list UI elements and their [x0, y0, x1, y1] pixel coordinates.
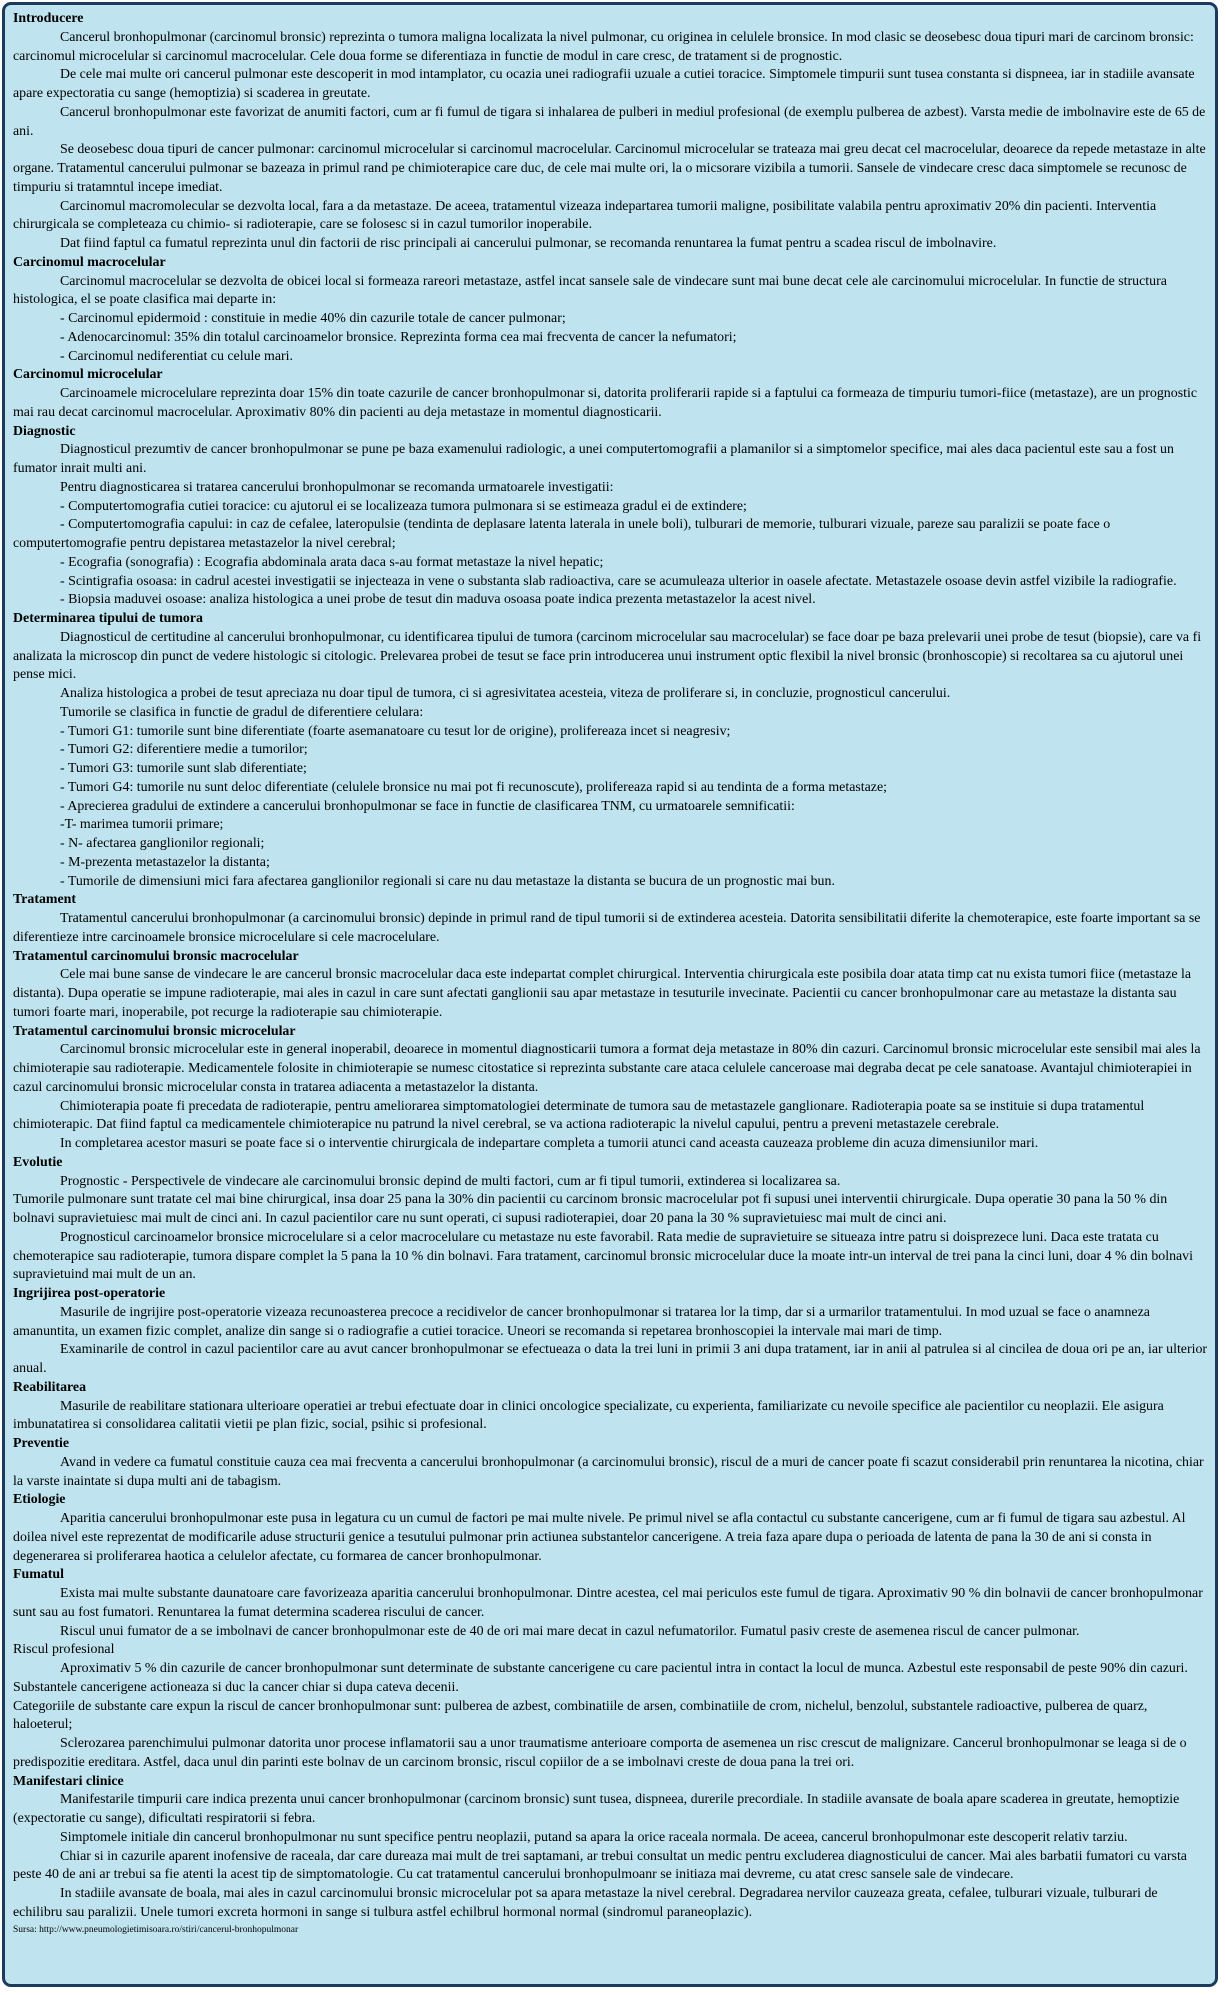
paragraph: Exista mai multe substante daunatoare care favorizeaza aparitia cancerului bronhopulmonar. Dintre acestea, cel mai periculos este fumul de tigara. Aproximativ 90 % din bolnavii de cancer bronhopulmonar sunt sau au fost fumatori. Renuntarea la fumat determina scaderea riscului de cancer.: [13, 1586, 1203, 1620]
section-heading: Ingrijirea post-operatorie: [13, 1286, 166, 1301]
paragraph: Categoriile de substante care expun la riscul de cancer bronhopulmonar sunt: pulberea de azbest, combinatiile de arsen, combinatiile de crom, nichelul, benzolul, substantele radioactive, pulberea de quarz, haloeterul;: [13, 1698, 1148, 1733]
list-item: - Tumori G3: tumorile sunt slab diferentiate;: [60, 761, 307, 776]
section-heading: Evolutie: [13, 1154, 63, 1170]
paragraph: Aparitia cancerului bronhopulmonar este pusa in legatura cu un cumul de factori pe mai multe nivele. Pe primul nivel se afla contactul cu substante cancerigene, cum ar fi fumul de tigara sau azbestul. Al doilea nivel este reprezentat de modificarile aduse structurii genice a tesutului pulmonar prin actiunea substantelor cancerigene. A treia faza apare dupa o perioada de latenta de pana la 30 de ani si consta in degenerarea si proliferarea haotica a celulelor afectate, cu formarea de cancer bronhopulmonar.: [13, 1511, 1186, 1564]
list-item: - Carcinomul epidermoid : constituie in medie 40% din cazurile totale de cancer pulmonar;: [60, 311, 566, 326]
paragraph: Carcinomul macrocelular se dezvolta de obicei local si formeaza rareori metastaze, astfel incat sansele sale de vindecare sunt mai bune decat cele ale carcinomului microcelular. In functie de structura histologica, el se poate clasifica mai departe in:: [13, 273, 1167, 308]
section-heading: Carcinomul microcelular: [13, 367, 163, 383]
paragraph: Pentru diagnosticarea si tratarea cancerului bronhopulmonar se recomanda urmatoarele investigatii:: [60, 479, 614, 495]
section-heading: Fumatul: [13, 1567, 64, 1583]
article-content: [5, 5, 1215, 1936]
paragraph: Masurile de reabilitare stationara ulterioare operatiei ar trebui efectuate doar in clinici oncologice specializate, cu experienta, familiarizate cu nevoile specifice ale pacientilor cu neoplazii. Ele asigura imbunatatirea si consolidarea calitatii vietii pe plan fizic, social, psihic si profesional.: [13, 1398, 1164, 1433]
paragraph: Chiar si in cazurile aparent inofensive de raceala, dar care dureaza mai mult de trei saptamani, ar trebui consultat un medic pentru excluderea diagnosticului de cancer. Mai ales barbatii fumatori cu varsta peste 40 de ani ar trebui sa fie atenti la acest tip de simptomatologie. Cu cat tratamentul cancerului bronhopulmoanr se initiaza mai devreme, cu atat cresc sansele sale de vindecare.: [13, 1848, 1187, 1883]
paragraph: Tumorile pulmonare sunt tratate cel mai bine chirurgical, insa doar 25 pana la 30% din pacientii cu carcinom bronsic macrocelular pot fi supusi unei interventii chirurgicale. Dupa operatie 30 pana la 50 % din bolnavi supravietuiesc mai mult de cinci ani. In cazul pacientilor care nu sunt operati, ci supusi radioterapiei, doar 20 pana la 30 % supravietuiesc mai mult de cinci ani.: [13, 1192, 1168, 1226]
paragraph: Analiza histologica a probei de tesut apreciaza nu doar tipul de tumora, ci si agresivitatea acesteia, viteza de proliferare si, in concluzie, prognosticul cancerului.: [60, 686, 951, 701]
paragraph: Carcinomul macromolecular se dezvolta local, fara a da metastaze. De aceea, tratamentul vizeaza indepartarea tumorii maligne, posibilitate valabila pentru aproximativ 20% din pacienti. Interventia chirurgicala se completeaza cu chimio- si radioterapie, care se folosesc si in cazul tumorilor inoperabile.: [13, 198, 1157, 233]
list-item: - Adenocarcinomul: 35% din totalul carcinoamelor bronsice. Reprezinta forma cea mai frecventa de cancer la nefumatori;: [60, 329, 737, 345]
source-link[interactable]: Sursa: http://www.pneumologietimisoara.ro/stiri/cancerul-bronhopulmonar: [13, 1924, 299, 1935]
paragraph: Sclerozarea parenchimului pulmonar datorita unor procese inflamatorii sau a unor traumatisme anterioare comporta de asemenea un risc crescut de malignizare. Cancerul bronhopulmonar se leaga si de o predispozitie ereditara. Astfel, daca unul din parinti este bolnav de un carcinom bronsic, riscul copiilor de a se imbolnavi creste de doua pana la trei ori.: [13, 1736, 1187, 1770]
section-heading: Preventie: [13, 1436, 70, 1451]
paragraph: Cancerul bronhopulmonar este favorizat de anumiti factori, cum ar fi fumul de tigara si inhalarea de pulberi in mediul profesional (de exemplu pulberea de azbest). Varsta medie de imbolnavire este de 65 de ani.: [13, 104, 1206, 139]
paragraph: Diagnosticul de certitudine al cancerului bronhopulmonar, cu identificarea tipului de tumora (carcinom microcelular sau macrocelular) se face doar pe baza prelevarii unei probe de tesut (biopsie), care va fi analizata la microscop din punct de vedere histologic si citologic. Prelevarea probei de tesut se face prin introducerea unui instrument optic flexibil la nivel bronsic (bronhoscopie) si recoltarea sa cu ajutorul unei pense mici.: [13, 629, 1202, 683]
paragraph: Chimioterapia poate fi precedata de radioterapie, pentru ameliorarea simptomatologiei determinate de tumora sau de metastazele ganglionare. Radioterapia poate sa se instituie si dupa tratamentul chimioterapic. Dat fiind faptul ca medicamentele chimioterapice nu patrund la nivel cerebral, se va actiona radioterapic la nivelul capului, pentru a preveni metastazele cerebrale.: [13, 1098, 1145, 1133]
list-item: - M-prezenta metastazelor la distanta;: [60, 854, 270, 870]
paragraph: De cele mai multe ori cancerul pulmonar este descoperit in mod intamplator, cu ocazia unei radiografii uzuale a cutiei toracice. Simptomele timpurii sunt tusea constanta si dispneea, iar in stadiile avansate apare expectoratia cu sange (hemoptizia) si scaderea in greutate.: [13, 67, 1195, 101]
section-heading: Determinarea tipului de tumora: [13, 611, 203, 626]
paragraph: Tumorile se clasifica in functie de gradul de diferentiere celulara:: [60, 704, 424, 720]
paragraph: Carcinoamele microcelulare reprezinta doar 15% din toate cazurile de cancer bronhopulmonar si, datorita proliferarii rapide si a faptului ca formeaza de timpuriu tumori-fiice (metastaze), are un prognostic mai rau decat carcinomul macrocelular. Aproximativ 80% din pacienti au deja metastaze in momentul diagnosticarii.: [13, 386, 1197, 420]
paragraph: - Ecografia (sonografia) : Ecografia abdominala arata daca s-au format metastaze la nivel hepatic;: [60, 554, 604, 570]
paragraph: Aproximativ 5 % din cazurile de cancer bronhopulmonar sunt determinate de substante cancerigene cu care pacientul intra in contact la locul de munca. Azbestul este responsabil de peste 90% din cazuri. Substantele cancerigene actioneaza si duc la cancer chiar si dupa cateva decenii.: [13, 1661, 1188, 1695]
section-heading: Carcinomul macrocelular: [13, 254, 166, 270]
paragraph: Dat fiind faptul ca fumatul reprezinta unul din factorii de risc principali ai cancerului pulmonar, se recomanda renuntarea la fumat pentru a scadea riscul de imbolnavire.: [60, 236, 997, 251]
paragraph: Prognosticul carcinoamelor bronsice microcelulare si a celor macrocelulare cu metastaze nu este favorabil. Rata medie de supravietuire se situeaza intre patru si doisprezece luni. Daca este tratata cu chemoterapice sau radioterapie, tumora dispare complet la 5 pana la 10 % din bolnavi. Fara tratament, carcinomul bronsic microcelular duce la moate intr-un interval de trei pana la cinci luni, doar 4 % din bolnavi supravietuind mai mult de un an.: [13, 1229, 1193, 1283]
paragraph: Simptomele initiale din cancerul bronhopulmonar nu sunt specifice pentru neoplazii, putand sa apara la orice raceala normala. De aceea, cancerul bronhopulmonar este descoperit relativ tarziu.: [60, 1829, 1128, 1845]
section-heading: Tratament: [13, 892, 77, 908]
article-panel: [2, 2, 1218, 1987]
section-heading: Etiologie: [13, 1492, 66, 1508]
paragraph: Avand in vedere ca fumatul constituie cauza cea mai frecventa a cancerului bronhopulmonar (a carcinomului bronsic), riscul de a muri de cancer poate fi scazut considerabil prin renuntarea la nicotina, chiar la varste inaintate si dupa multi ani de tabagism.: [13, 1454, 1204, 1489]
paragraph: - Scintigrafia osoasa: in cadrul acestei investigatii se injecteaza in vene o substanta slab radioactiva, care se acumuleaza ulterior in oasele afectate. Metastazele osoase devin astfel vizibile la radiografie.: [60, 573, 1177, 589]
list-item: - Carcinomul nediferentiat cu celule mari.: [60, 348, 293, 364]
paragraph: Cele mai bune sanse de vindecare le are cancerul bronsic macrocelular daca este indepartat complet chirurgical. Interventia chirurgicala este posibila doar atata timp cat nu exista tumori fiice (metastaze la distanta). Dupa operatie se impune radioterapie, mai ales in cazul in care sunt afectati ganglionii sau apar metastaze in tesuturile invecinate. Pacientii cu cancer bronhopulmonar care au metastaze la distanta sau tumori foarte mari, inoperabile, pot recurge la radioterapie sau chimioterapie.: [13, 967, 1192, 1020]
section-heading: Introducere: [13, 11, 84, 26]
paragraph: Carcinomul bronsic microcelular este in general inoperabil, deoarece in momentul diagnosticarii tumora a format deja metastaze in 80% din cazuri. Carcinomul bronsic microcelular este sensibil mai ales la chimioterapie sau radioterapie. Medicamentele folosite in chimioterapie se numesc citostatice si reprezinta substante care ataca celulele canceroase mai degraba decat pe cele sanatoase. Avantajul chimioterapiei in cazul carcinomului bronsic microcelular consta in tratarea adiacenta a metastazelor la distanta.: [13, 1042, 1201, 1095]
paragraph: Tratamentul cancerului bronhopulmonar (a carcinomului bronsic) depinde in primul rand de tipul tumorii si de extinderea acesteia. Datorita sensibilitatii diferite la chemoterapice, este foarte important sa se diferentieze intre carcinoamele bronsice microcelulare si cele macrocelulare.: [13, 911, 1201, 945]
paragraph: - Computertomografia cutiei toracice: cu ajutorul ei se localizeaza tumora pulmonara si se estimeaza gradul ei de extindere;: [60, 498, 747, 514]
paragraph: Riscul profesional: [13, 1642, 115, 1658]
list-item: - Tumorile de dimensiuni mici fara afectarea ganglionilor regionali si care nu dau metastaze la distanta se bucura de un prognostic mai bun.: [60, 873, 835, 889]
section-heading: Tratamentul carcinomului bronsic microcelular: [13, 1023, 296, 1039]
list-item: - Aprecierea gradului de extindere a cancerului bronhopulmonar se face in functie de clasificarea TNM, cu urmatoarele semnificatii:: [60, 798, 795, 814]
paragraph: - Biopsia maduvei osoase: analiza histologica a unei probe de tesut din maduva osoasa poate indica prezenta metastazelor la acest nivel.: [60, 592, 816, 608]
section-heading: Manifestari clinice: [13, 1773, 124, 1789]
paragraph: In stadiile avansate de boala, mai ales in cazul carcinomului bronsic microcelular pot sa apara metastaze la nivel cerebral. Degradarea nervilor cauzeaza greata, cefalee, tulburari vizuale, tulburari de echilibru sau paralizii. Unele tumori excreta hormoni in sange si tulbura astfel echilbrul hormonal normal (sindromul paraneoplazic).: [13, 1886, 1158, 1920]
list-item: - Tumori G4: tumorile nu sunt deloc diferentiate (celulele bronsice nu mai pot fi recunoscute), prolifereaza rapid si au tendinta de a forma metastaze;: [60, 779, 887, 795]
paragraph: Cancerul bronhopulmonar (carcinomul bronsic) reprezinta o tumora maligna localizata la nivel pulmonar, cu originea in celulele bronsice. In mod clasic se deosebesc doua tipuri mari de carcinom bronsic: carcinomul microcelular si carcinomul macrocelular. Cele doua forme se diferentiaza in functie de modul in care cresc, de tratament si de prognostic.: [13, 29, 1194, 64]
paragraph: In completarea acestor masuri se poate face si o interventie chirurgicala de indepartare completa a tumorii atunci cand aceasta cauzeaza probleme din acuza dimensiunilor mari.: [60, 1136, 1039, 1151]
section-heading: Tratamentul carcinomului bronsic macrocelular: [13, 948, 299, 964]
paragraph: Diagnosticul prezumtiv de cancer bronhopulmonar se pune pe baza examenului radiologic, a unei computertomografii a plamanilor si a simptomelor specifice, mai ales daca pacientul este sau a fost un fumator inrait multi ani.: [13, 442, 1174, 476]
list-item: - N- afectarea ganglionilor regionali;: [60, 836, 265, 851]
section-heading: Diagnostic: [13, 423, 76, 439]
list-item: - Tumori G2: diferentiere medie a tumorilor;: [60, 742, 308, 758]
paragraph: - Computertomografia capului: in caz de cefalee, lateropulsie (tendinta de deplasare latenta laterala in unele boli), tulburari de memorie, tulburari vizuale, pareze sau paralizii se poate face o computertomografie pentru depistarea metastazelor la nivel cerebral;: [13, 517, 1111, 551]
list-item: - Tumori G1: tumorile sunt bine diferentiate (foarte asemanatoare cu tesut lor de origine), prolifereaza incet si neagresiv;: [60, 723, 731, 739]
paragraph: Se deosebesc doua tipuri de cancer pulmonar: carcinomul microcelular si carcinomul macrocelular. Carcinomul microcelular se trateaza mai greu decat cel macrocelular, deoarece da repede metastaze in alte organe. Tratamentul cancerului pulmonar se bazeaza in primul rand pe chimioterapice care duc, de cele mai multe ori, la o micsorare vizibila a tumorii. Sansele de vindecare cresc daca simptomele se recunosc de timpuriu si tratamntul incepe imediat.: [13, 142, 1206, 195]
paragraph: Manifestarile timpurii care indica prezenta unui cancer bronhopulmonar (carcinom bronsic) sunt tusea, dispneea, durerile precordiale. In stadiile avansate de boala apare scaderea in greutate, hemoptizie (expectoratie cu sange), dificultati respiratorii si febra.: [13, 1792, 1180, 1826]
paragraph: Examinarile de control in cazul pacientilor care au avut cancer bronhopulmonar se efectueaza o data la trei luni in primii 3 ani dupa tratament, iar in anii al patrulea si al cincilea de doua ori pe an, iar ulterior anual.: [13, 1342, 1208, 1376]
list-item: -T- marimea tumorii primare;: [60, 817, 224, 833]
paragraph: Masurile de ingrijire post-operatorie vizeaza recunoasterea precoce a recidivelor de cancer bronhopulmonar si tratarea lor la timp, dar si a urmarilor tratamentului. In mod uzual se face o anamneza amanuntita, un examen fizic complet, analize din sange si o radiografie a cutiei toracice. Uneori se recomanda si repetarea bronhoscopiei la intervale mai mari de timp.: [13, 1304, 1150, 1339]
section-heading: Reabilitarea: [13, 1379, 87, 1395]
paragraph: Riscul unui fumator de a se imbolnavi de cancer bronhopulmonar este de 40 de ori mai mare decat in cazul nefumatorilor. Fumatul pasiv creste de asemenea riscul de cancer pulmonar.: [60, 1623, 1080, 1639]
paragraph: Prognostic - Perspectivele de vindecare ale carcinomului bronsic depind de multi factori, cum ar fi tipul tumorii, extinderea si localizarea sa.: [60, 1173, 841, 1189]
